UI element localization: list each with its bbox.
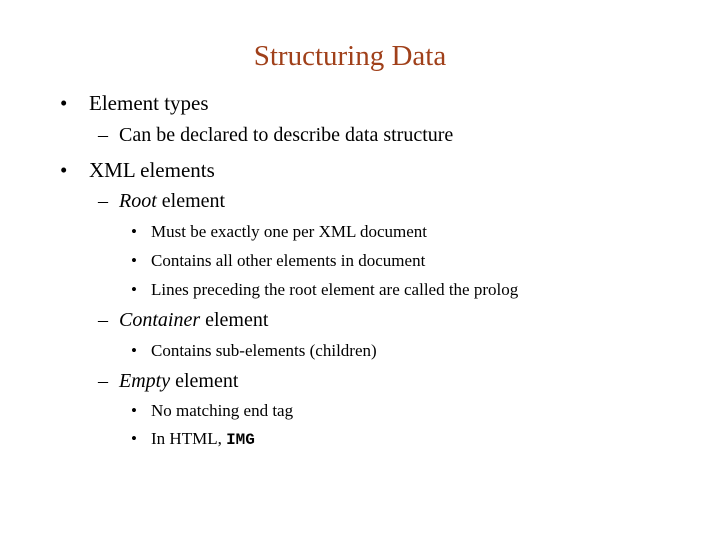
bullet-text: XML elements [89, 158, 215, 182]
bullet-marker: • [131, 251, 137, 270]
emphasis-text: Container [119, 309, 201, 331]
plain-text: In HTML, [151, 429, 227, 448]
point-item [131, 279, 519, 301]
point-text: Lines preceding the root element are called the prolog [151, 280, 519, 299]
point-item [131, 250, 426, 272]
point-item [131, 400, 294, 422]
code-text: IMG [226, 431, 255, 449]
point-text: No matching end tag [151, 401, 294, 420]
sub-item-container-element [98, 308, 269, 332]
point-text [151, 428, 255, 451]
bullet-marker: • [131, 222, 137, 241]
point-item [131, 221, 428, 243]
sub-item-text: Can be declared to describe data structure [119, 124, 454, 146]
sub-item-text [119, 189, 225, 213]
sub-item-root-element [98, 189, 226, 213]
plain-text: element [200, 309, 269, 331]
dash-marker: – [98, 190, 108, 212]
point-item [131, 340, 377, 362]
point-item [131, 428, 255, 450]
plain-text: element [156, 190, 226, 212]
dash-marker: – [98, 309, 108, 331]
bullet-marker: • [131, 401, 137, 420]
bullet-marker: • [131, 341, 137, 360]
plain-text: element [170, 370, 239, 392]
dash-marker: – [98, 124, 108, 146]
bullet-marker: • [131, 280, 137, 299]
point-text: Must be exactly one per XML document [151, 222, 428, 241]
bullet-item-element-types [60, 90, 209, 116]
bullet-marker: • [60, 91, 68, 115]
sub-item-text [119, 308, 268, 332]
bullet-text: Element types [89, 91, 209, 115]
bullet-marker: • [131, 429, 137, 448]
slide-title: Structuring Data [253, 40, 447, 72]
point-text: Contains all other elements in document [151, 251, 426, 270]
sub-item-declared [98, 123, 454, 147]
emphasis-text: Empty [119, 370, 171, 392]
sub-item-empty-element [98, 369, 239, 393]
dash-marker: – [98, 370, 108, 392]
bullet-item-xml-elements [60, 157, 215, 183]
emphasis-text: Root [119, 190, 157, 212]
point-text: Contains sub-elements (children) [151, 341, 377, 360]
bullet-marker: • [60, 158, 68, 182]
sub-item-text [119, 369, 238, 393]
